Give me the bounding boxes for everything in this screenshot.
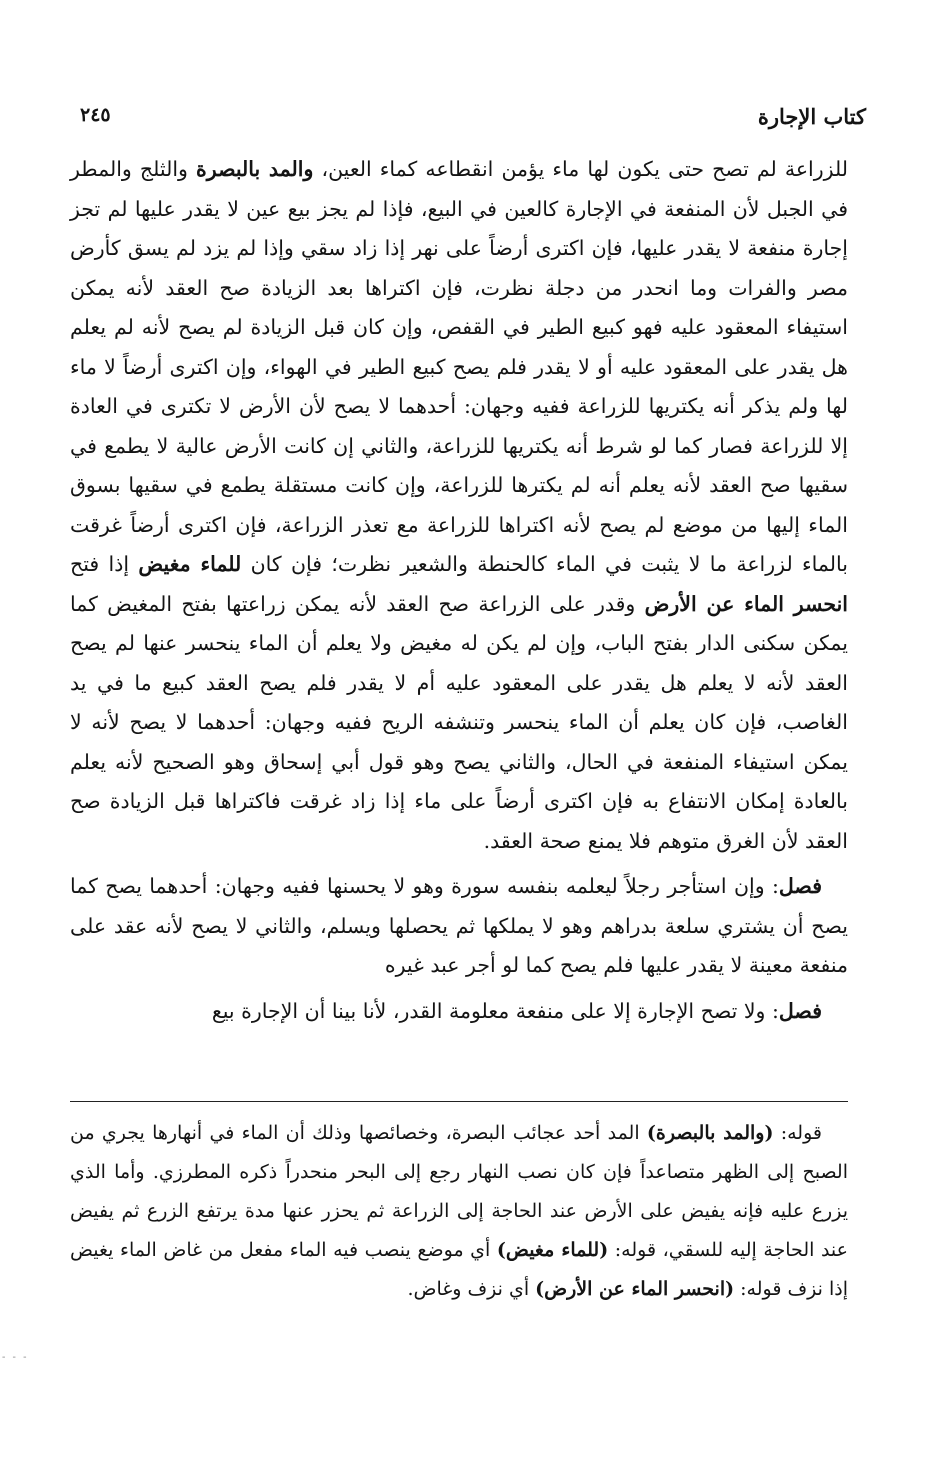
text-run: : ولا تصح الإجارة إلا على منفعة معلومة القدر، لأنا بينا أن الإجارة بيع xyxy=(211,998,779,1023)
page-header xyxy=(70,98,866,138)
bold-term: للماء مغيض xyxy=(138,552,242,576)
text-run: للزراعة لم تصح حتى يكون لها ماء يؤمن انقطاعه كماء العين، xyxy=(321,157,848,181)
page-number: ٢٤٥ xyxy=(80,104,111,126)
running-title: كتاب الإجارة xyxy=(757,104,866,129)
fasl-label: فصل xyxy=(778,998,822,1023)
text-run: : وإن استأجر رجلاً ليعلمه بنفسه سورة وهو لا يحسنها ففيه وجهان: أحدهما يصح كما يصح أن يشتري سلعة بدراهم وهو لا يملكها ثم يحصلها ويسلم، والثاني لا يصح لأنه عقد على منفعة معينة لا يقدر عليها فلم يصح كما لو أجر عبد غيره xyxy=(70,874,848,977)
text-run: المد أحد عجائب البصرة، وخصائصها وذلك أن الماء في أنهارها يجري من الصبح إلى الظهر متصاعداً فإن كان نصب النهار رجع إلى البحر منحدراً ذكره المطرزي. وأما الذي يزرع عليه فإنه يفيض على الأرض عند الحاجة إلى الزراعة ثم يحزر عنها مدة يرتفع الزرع ثم يفيض عند الحاجة إليه للسقي، قوله: xyxy=(70,1122,848,1261)
text-run: أي نزف وغاض. xyxy=(407,1278,530,1300)
main-text xyxy=(70,150,848,1031)
footnote-divider xyxy=(70,1101,848,1102)
text-run: أي موضع ينصب فيه الماء مفعل من غاض الماء يغيض إذا نزف قوله: xyxy=(70,1239,848,1300)
footnote-paragraph xyxy=(70,1114,848,1309)
scan-margin-mark: - - - xyxy=(2,1352,29,1363)
main-paragraph xyxy=(70,150,848,861)
bold-term: (والمد بالبصرة) xyxy=(646,1122,774,1144)
text-run: قوله: xyxy=(780,1122,822,1144)
bold-term: (للماء مغيض) xyxy=(496,1239,609,1261)
fasl-paragraph xyxy=(70,992,848,1032)
fasl-label: فصل xyxy=(778,874,822,898)
footnotes xyxy=(70,1114,848,1309)
bold-term: (انحسر الماء عن الأرض) xyxy=(535,1278,735,1300)
text-run: وقدر على الزراعة صح العقد لأنه يمكن زراعتها بفتح المغيض كما يمكن سكنى الدار بفتح الباب، وإن لم يكن له مغيض ولا يعلم أن الماء ينحسر عنها لم يصح العقد لأنه لا يعلم هل يقدر على المعقود عليه أم لا يقدر فلم يصح العقد كبيع ما في يد الغاصب، فإن كان يعلم أن الماء ينحسر وتنشفه الريح ففيه وجهان: أحدهما لا يصح لأنه لا يمكن استيفاء المنفعة في الحال، والثاني يصح وهو قول أبي إسحاق وهو الصحيح لأنه يعلم بالعادة إمكان الانتفاع به فإن اكترى أرضاً على ماء إذا زاد غرقت فاكتراها قبل الزيادة صح العقد لأن الغرق متوهم فلا يمنع صحة العقد. xyxy=(70,591,848,853)
bold-term: والمد بالبصرة xyxy=(196,157,314,181)
text-run: والثلج والمطر في الجبل لأن المنفعة في الإجارة كالعين في البيع، فإذا لم يجز بيع عين لا يقدر عليها لم تجز إجارة منفعة لا يقدر عليها، فإن اكترى أرضاً على نهر إذا زاد سقي وإذا لم يزد لم يسق كأرض مصر والفرات وما انحدر من دجلة نظرت، فإن اكتراها بعد الزيادة صح العقد لأنه يمكن استيفاء المعقود عليه فهو كبيع الطير في القفص، وإن كان قبل الزيادة لم يصح لأنه لم يعلم هل يقدر على المعقود عليه أو لا يقدر فلم يصح كبيع الطير في الهواء، وإن اكترى أرضاً لا ماء لها ولم يذكر أنه يكتريها للزراعة ففيه وجهان: أحدهما لا يصح لأن الأرض لا تكترى في العادة إلا للزراعة فصار كما لو شرط أنه يكتريها للزراعة، والثاني إن كانت الأرض عالية لا يطمع في سقيها صح العقد لأنه يعلم أنه لم يكترها للزراعة، وإن كانت مستقلة يطمع في سقيها بسوق الماء إليها من موضع لم يصح لأنه اكتراها للزراعة مع تعذر الزراعة، فإن اكترى أرضاً غرقت بالماء لزراعة ما لا يثبت في الماء كالحنطة والشعير نظرت؛ فإن كان xyxy=(70,157,849,576)
bold-term: انحسر الماء عن الأرض xyxy=(644,591,848,616)
text-run: إذا فتح xyxy=(70,552,130,576)
fasl-paragraph xyxy=(70,867,848,986)
